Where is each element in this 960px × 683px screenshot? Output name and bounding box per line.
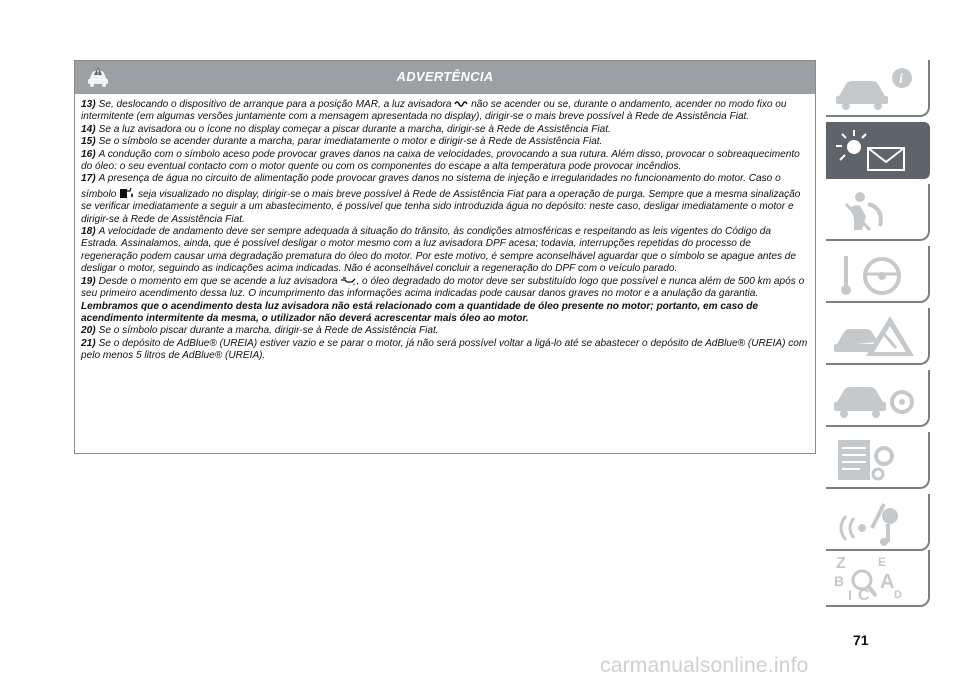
warning-item (81, 173, 809, 226)
svg-text:B: B (834, 573, 845, 589)
warning-item (81, 99, 809, 124)
warning-item-text: Se, deslocando o dispositivo de arranque para a posição MAR, a luz avisadora (98, 99, 455, 110)
svg-text:I: I (848, 587, 852, 602)
warning-item-number: 14) (81, 123, 96, 135)
svg-text:i: i (899, 72, 903, 87)
sidebar-tab-maintenance[interactable] (826, 370, 930, 427)
sidebar-tab-multimedia[interactable] (826, 494, 930, 551)
warning-item-number: 15) (81, 136, 96, 148)
warning-item (81, 226, 809, 276)
warning-item-text: Se a luz avisadora ou o ícone no display começar a piscar durante a marcha, dirigir-se à Rede de Assistência Fiat. (98, 123, 611, 135)
warning-item-number: 18) (81, 226, 96, 238)
warning-item-text: Se o símbolo se acender durante a marcha, parar imediatamente o motor e dirigir-se à Rede de Assistência Fiat. (98, 136, 603, 148)
warning-item-number: 17) (81, 173, 96, 185)
glow-plug-icon (454, 99, 468, 110)
warning-item-text: A condução com o símbolo aceso pode provocar graves danos na caixa de velocidades, provocando a sua rutura. Além disso, provocar o sobreaquecimento do óleo: o seu eventual contacto com o motor quente ou com os componentes do escape a alta temperatura pode provocar incêndios. (81, 148, 800, 173)
warning-item-number: 16) (81, 148, 96, 160)
warning-item-text: Se o símbolo piscar durante a marcha, dirigir-se à Rede de Assistência Fiat. (98, 325, 439, 337)
warning-title: ADVERTÊNCIA (396, 69, 494, 84)
warning-box (74, 60, 816, 454)
warning-item-text: seja visualizado no display, dirigir-se o mais breve possível à Rede de Assistência Fiat para a operação de purga. Sempre que a mesma sinalização se verificar imediatamente a seguir a um abastecimento, é possível que tenha sido introduzida água no depósito: neste caso, desligar imediatamente o motor e dirigir-se à Rede de Assistência Fiat. (81, 188, 801, 225)
sidebar-tab-warning-lights-messages[interactable] (826, 122, 930, 179)
warning-item-text: A velocidade de andamento deve ser sempre adequada à situação do trânsito, às condições atmosféricas e respeitando as leis vigentes do Código da Estrada. Assinalamos, ainda, que é possível desligar o motor mesmo com a luz avisadora DPF acesa; todavia, interrupções repetidas do processo de regeneração podem causar uma degradação prematura do óleo do motor. Por este motivo, é sempre aconselhável aguardar que o símbolo se apague antes de desligar o motor, seguindo as indicações acima indicadas. Não é aconselhável concluir a regeneração do DPF com o veículo parado. (81, 226, 797, 275)
warning-item-text: Se o depósito de AdBlue® (UREIA) estiver vazio e se parar o motor, já não será possível voltar a ligá-lo até se abastecer o depósito de AdBlue® (UREIA) com pelo menos 5 litros de AdBlue® (UREIA). (81, 337, 808, 362)
warning-item-number: 19) (81, 275, 96, 287)
sidebar-tab-starting-driving[interactable] (826, 246, 930, 303)
svg-text:E: E (878, 555, 887, 569)
warning-item-text: não se acender ou se, durante o andamento, acender no modo fixo ou intermitente (em algumas versões juntamente com a mensagem apresentada no display), dirigir-se o mais breve possível à Rede de Assistência Fiat. (81, 99, 787, 123)
sidebar-tab-technical-data[interactable] (826, 432, 930, 489)
sidebar-tab-index[interactable] (826, 550, 930, 607)
svg-text:C: C (858, 587, 870, 602)
warning-item (81, 149, 809, 174)
warning-header (75, 61, 815, 94)
warning-item-text: , o óleo degradado do motor deve ser substituído logo que possível e nunca além de 500 km após o seu primeiro acendimento dessa luz. O incumprimento das informações acima indicadas pode causar danos graves no motor e a anulação da garantia. (81, 275, 805, 300)
warning-content (75, 94, 815, 363)
svg-text:D: D (894, 589, 902, 601)
watermark: carmanualsonline.info (600, 654, 809, 677)
sidebar-tab-emergency[interactable] (826, 308, 930, 365)
svg-text:Z: Z (836, 555, 846, 572)
svg-text:A: A (880, 571, 895, 593)
warning-item-number: 13) (81, 99, 96, 110)
warning-item-text: Desde o momento em que se acende a luz avisadora (98, 275, 341, 287)
warning-item-text: A presença de água no circuito de alimentação pode provocar graves danos no sistema de injeção e irregularidades no funcionamento do motor. Caso o símbolo (81, 173, 781, 200)
warning-item (81, 136, 809, 148)
sidebar-tab-safety-airbag[interactable] (826, 184, 930, 241)
warning-item-number: 21) (81, 337, 96, 349)
warning-item (81, 325, 809, 337)
warning-item (81, 338, 809, 363)
water-in-fuel-icon (119, 189, 135, 200)
warning-item-bold-text: Lembramos que o acendimento desta luz avisadora não está relacionado com a quantidade de óleo presente no motor; portanto, em caso de acendimento intermitente da mesma, o utilizador não deverá acrescentar mais óleo ao motor. (81, 300, 758, 324)
page-number: 71 (853, 632, 869, 648)
oil-degraded-icon (340, 276, 356, 287)
warning-item (81, 124, 809, 136)
warning-item-number: 20) (81, 325, 96, 337)
warning-item (81, 276, 809, 326)
sidebar-tab-car-info[interactable] (826, 60, 930, 117)
